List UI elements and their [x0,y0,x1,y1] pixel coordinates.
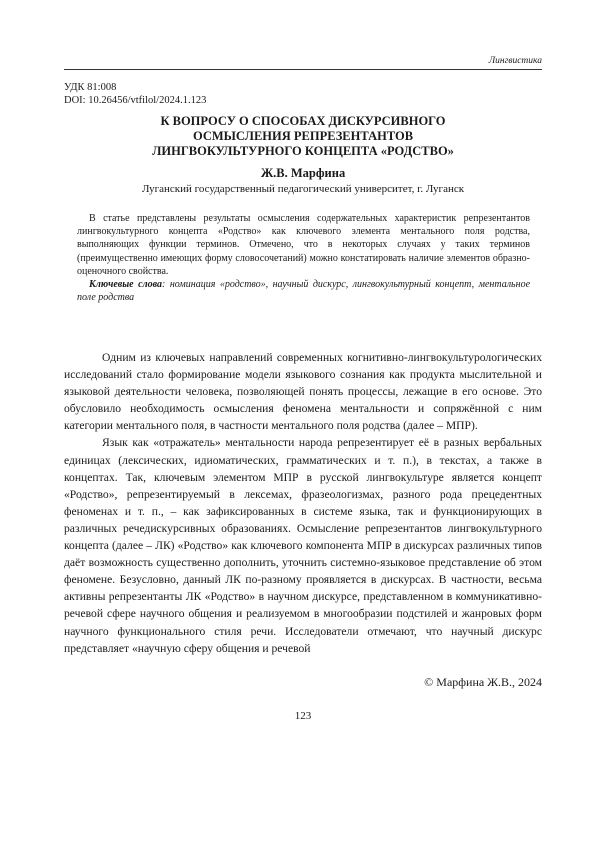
copyright-notice: © Марфина Ж.В., 2024 [424,675,542,690]
abstract [77,212,530,304]
title-line: ЛИНГВОКУЛЬТУРНОГО КОНЦЕПТА «РОДСТВО» [64,144,542,159]
keywords-label: Ключевые слова [89,279,162,290]
udc-code: УДК 81:008 [64,81,206,94]
author-affiliation: Луганский государственный педагогический университет, г. Луганск [64,183,542,195]
article-meta [64,81,206,107]
title-line: К ВОПРОСУ О СПОСОБАХ ДИСКУРСИВНОГО [64,114,542,129]
keywords-text: : номинация «родство», научный дискурс, лингвокультурный концепт, ментальное поле родства [77,279,530,303]
article-title [64,114,542,159]
doi: DOI: 10.26456/vtfilol/2024.1.123 [64,94,206,107]
article-body [64,349,542,657]
keywords [77,278,530,304]
abstract-text: В статье представлены результаты осмысления содержательных характеристик репрезентантов лингвокультурного концепта «Родство» как ключевого элемента ментального поля родства, выполняющих функции терминов. Отмечено, что в некоторых случаях у таких терминов (преимущественно имеющих форму словосочетаний) можно констатировать наличие элементов образно-оценочного свойства. [77,212,530,278]
running-head: Лингвистика [64,56,542,70]
title-line: ОСМЫСЛЕНИЯ РЕПРЕЗЕНТАНТОВ [64,129,542,144]
journal-page [64,0,542,848]
body-paragraph: Язык как «отражатель» ментальности народа репрезентирует её в разных вербальных единицах (лексических, идиоматических, грамматических и т. п.), в текстах, а также в концептах. Так, ключевым элементом МПР в русской лингвокультуре является концепт «Родство», репрезентируемый в лексемах, фразеологизмах, разного рода прецедентных феноменах и т. п., – как зафиксированных в системе языка, так и функционирующих в различных речедискурсивных образованиях. Осмысление репрезентантов лингвокультурного концепта (далее – ЛК) «Родство» как ключевого компонента МПР в дискурсах различных типов даёт возможность существенно дополнить, уточнить системно-языковое представление об этом феномене. Безусловно, данный ЛК по-разному проявляется в дискурсах. В частности, весьма активны репрезентанты ЛК «Родство» в научном дискурсе, представленном в коммуникативно-речевой сфере научного общения и реализуемом в многообразии подстилей и жанровых форм научного функционального стиля речи. Исследователи отмечают, что научный дискурс представляет «научную сферу общения и речевой [64,434,542,656]
body-paragraph: Одним из ключевых направлений современных когнитивно-лингвокультурологических исследований стало формирование модели языкового сознания как продукта мыслительной и языковой деятельности человека, позволяющей понять процессы, лежащие в его основе. Это обусловило необходимость осмысления феномена ментальности и сопряжённой с ним категории ментального поля, в частности ментального поля родства (далее – МПР). [64,349,542,434]
page-number: 123 [64,710,542,722]
author-name: Ж.В. Марфина [64,166,542,181]
